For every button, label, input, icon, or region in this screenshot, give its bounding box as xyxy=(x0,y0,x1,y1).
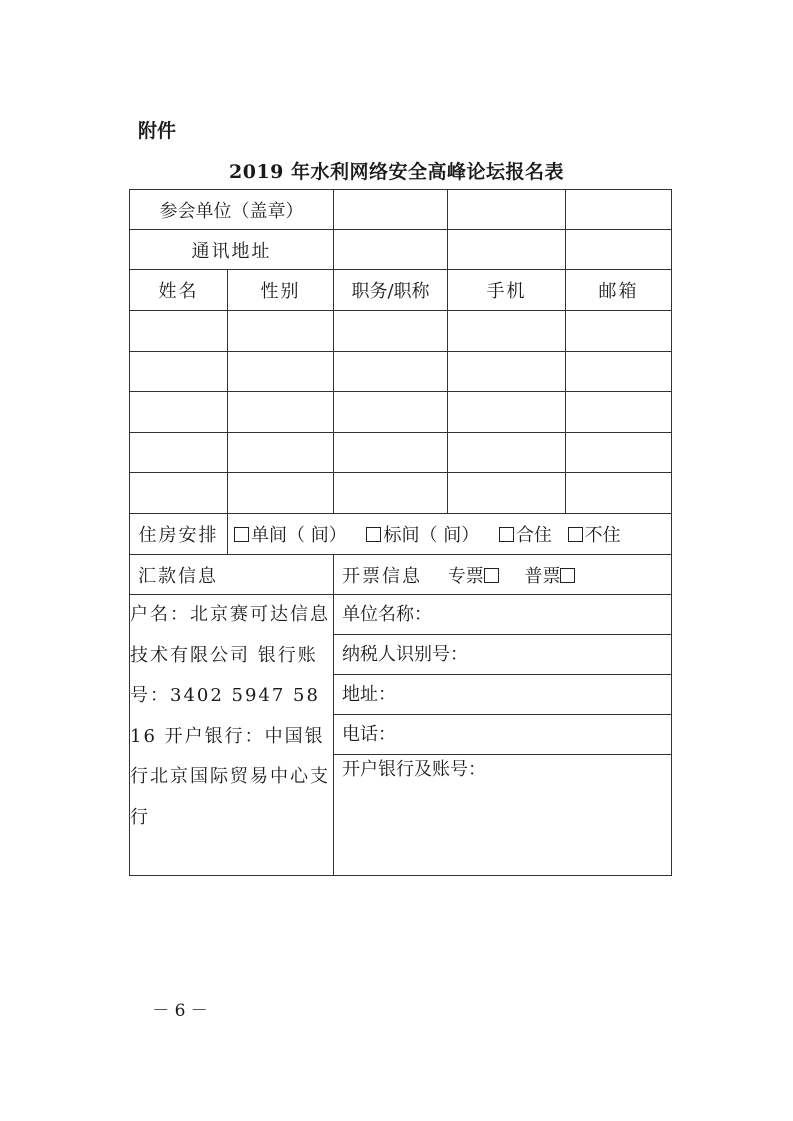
checkbox-icon[interactable] xyxy=(484,568,499,583)
invoice-tax-id[interactable]: 纳税人识别号： xyxy=(334,635,671,675)
invoice-address[interactable]: 地址： xyxy=(334,675,671,715)
address-input-3[interactable] xyxy=(566,230,672,270)
checkbox-icon[interactable] xyxy=(560,568,575,583)
registration-form xyxy=(129,189,672,876)
invoice-special[interactable]: 专票 xyxy=(448,566,501,587)
column-header-gender: 性别 xyxy=(228,270,334,311)
housing-shared[interactable]: 合住 xyxy=(499,525,552,546)
invoice-label: 开票信息 xyxy=(342,565,422,587)
housing-none[interactable]: 不住 xyxy=(568,525,621,546)
table-row xyxy=(130,433,672,473)
address-label: 通讯地址 xyxy=(191,240,272,262)
remittance-details: 户名：北京赛可达信息技术有限公司 银行账号：3402 5947 5816 开户银行：中国银行北京国际贸易中心支行 xyxy=(130,595,334,876)
form-title: 2019 年水利网络安全高峰论坛报名表 xyxy=(229,161,564,183)
page-number: － 6 － xyxy=(152,1001,208,1021)
column-header-email: 邮箱 xyxy=(566,270,672,311)
unit-input-2[interactable] xyxy=(448,190,566,230)
invoice-header xyxy=(334,555,672,595)
housing-single-room[interactable]: 单间（ 间） xyxy=(234,525,347,546)
column-header-phone: 手机 xyxy=(448,270,566,311)
table-row xyxy=(130,352,672,392)
address-input-2[interactable] xyxy=(448,230,566,270)
housing-options xyxy=(228,514,672,555)
column-header-position: 职务/职称 xyxy=(334,270,448,311)
remittance-label: 汇款信息 xyxy=(130,555,334,595)
unit-label-cell xyxy=(130,190,334,230)
invoice-company-name[interactable]: 单位名称： xyxy=(334,595,671,635)
invoice-normal[interactable]: 普票 xyxy=(524,566,577,587)
unit-input-1[interactable] xyxy=(334,190,448,230)
address-input-1[interactable] xyxy=(334,230,448,270)
invoice-bank-account[interactable]: 开户银行及账号： xyxy=(342,759,486,780)
table-row xyxy=(130,473,672,514)
table-row xyxy=(130,392,672,433)
checkbox-icon[interactable] xyxy=(234,527,249,542)
checkbox-icon[interactable] xyxy=(499,527,514,542)
column-header-name: 姓名 xyxy=(130,270,228,311)
attachment-label: 附件 xyxy=(138,120,177,142)
address-label-cell xyxy=(130,230,334,270)
checkbox-icon[interactable] xyxy=(568,527,583,542)
unit-input-3[interactable] xyxy=(566,190,672,230)
table-row xyxy=(130,311,672,352)
housing-label: 住房安排 xyxy=(130,514,228,555)
checkbox-icon[interactable] xyxy=(366,527,381,542)
invoice-fields xyxy=(334,595,672,876)
invoice-phone[interactable]: 电话： xyxy=(334,715,671,755)
unit-label: 参会单位（盖章） xyxy=(159,200,304,222)
housing-standard-room[interactable]: 标间（ 间） xyxy=(366,525,479,546)
